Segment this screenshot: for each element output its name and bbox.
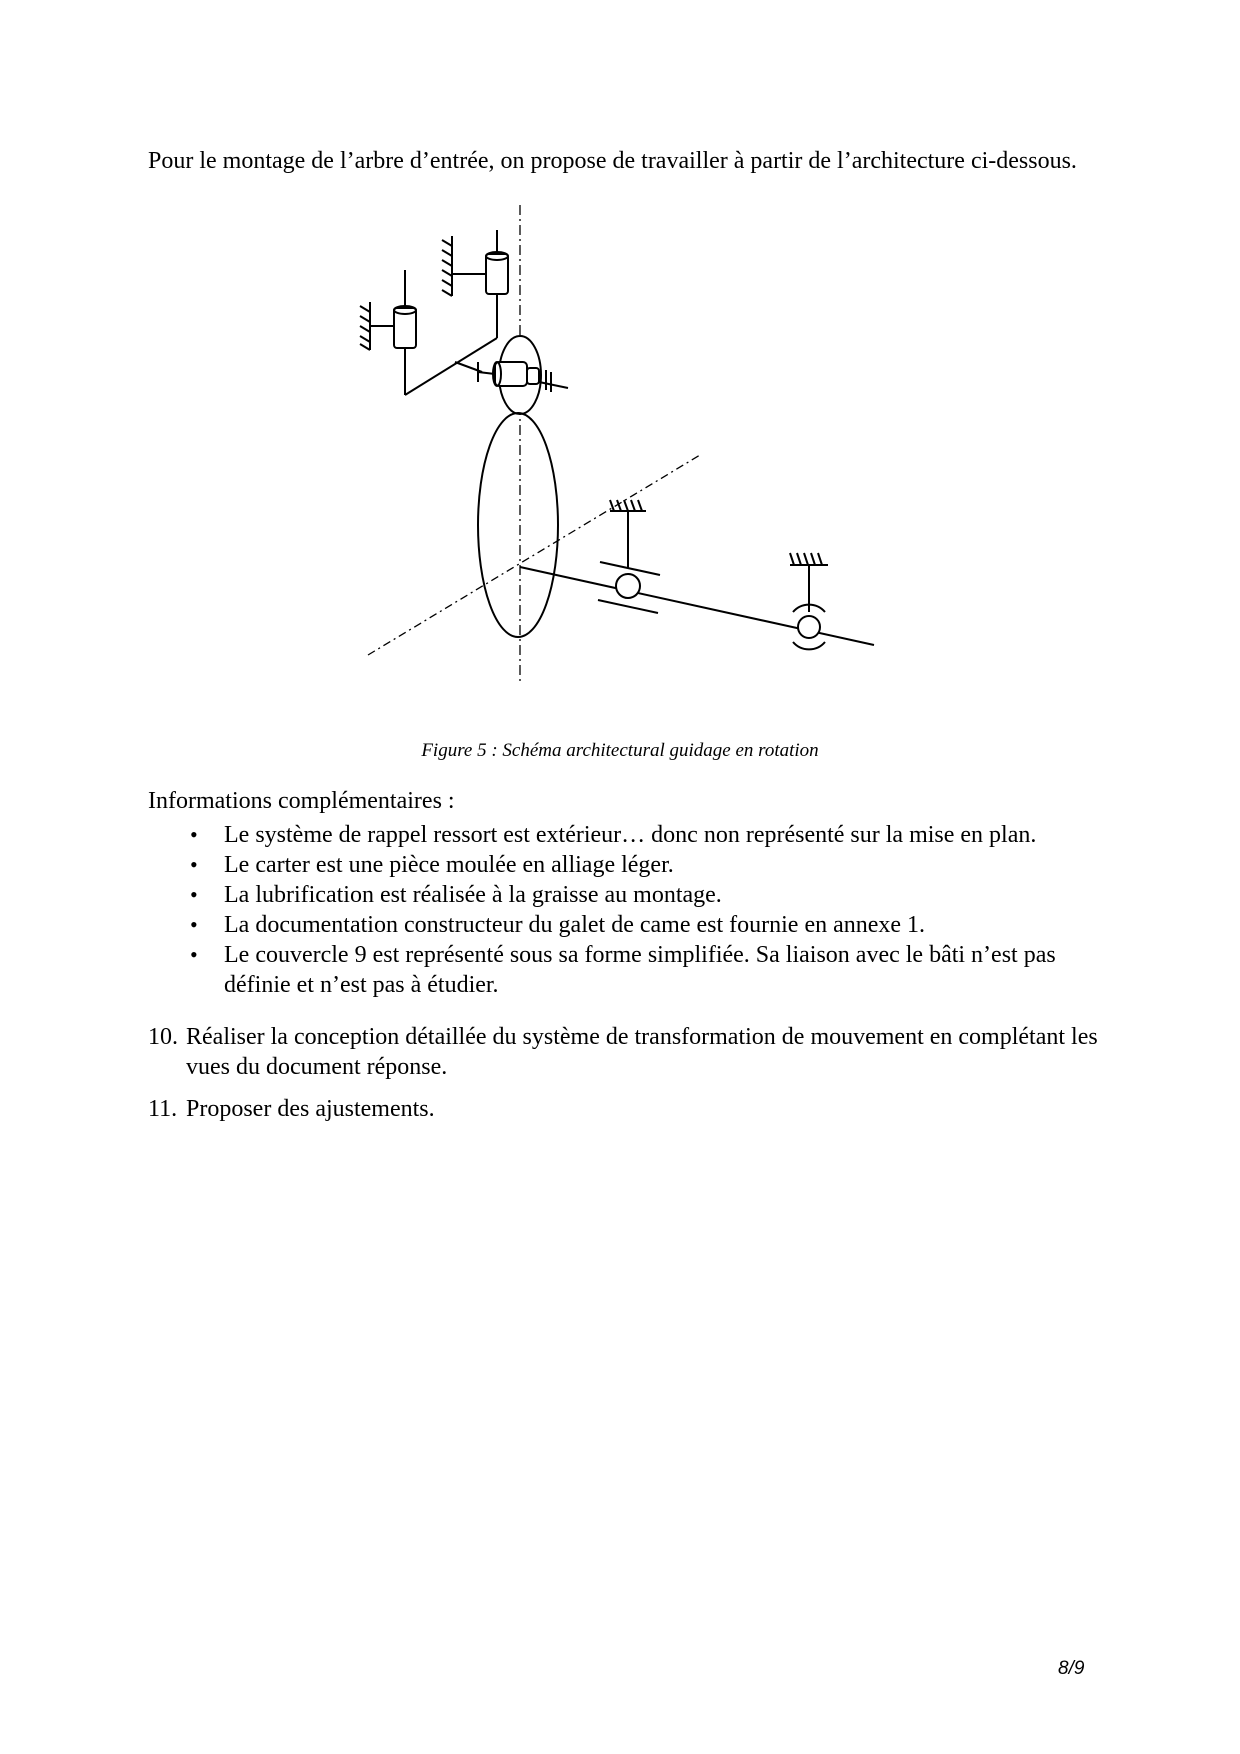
question-item [148, 1022, 1108, 1082]
list-item: • Le carter est une pièce moulée en alliage léger. [190, 852, 674, 878]
bullet-icon: • [190, 852, 198, 877]
question-text: Réaliser la conception détaillée du système de transformation de mouvement en complétant les vues du document réponse. [186, 1024, 1098, 1080]
cam-disc [478, 413, 558, 637]
bullet-icon: • [190, 942, 198, 967]
question-text: Proposer des ajustements. [186, 1096, 435, 1122]
ground-symbol-right [790, 553, 828, 612]
list-item: • La lubrification est réalisée à la graisse au montage. [190, 882, 722, 908]
ground-symbol-left [360, 302, 370, 350]
intro-paragraph: Pour le montage de l’arbre d’entrée, on propose de travailler à partir de l’architecture ci-dessous. [148, 148, 1077, 174]
info-list [148, 820, 1108, 1000]
questions-list [148, 1022, 1108, 1136]
bearing-joint-1 [598, 562, 660, 613]
question-number: 11. [148, 1096, 178, 1122]
cylinder-joint-left [370, 270, 416, 395]
figure-caption: Figure 5 : Schéma architectural guidage en rotation [421, 740, 819, 761]
main-shaft [520, 567, 874, 645]
question-number: 10. [148, 1024, 178, 1050]
cylinder-joint-top [452, 230, 508, 338]
bullet-icon: • [190, 882, 198, 907]
bullet-icon: • [190, 912, 198, 937]
oblique-axis [368, 455, 700, 655]
list-item: • Le système de rappel ressort est extérieur… donc non représenté sur la mise en plan. [190, 822, 1037, 848]
page-number: 8/9 [1058, 1658, 1085, 1679]
ground-symbol-top [442, 236, 452, 296]
list-item: • La documentation constructeur du galet de came est fournie en annexe 1. [190, 912, 926, 938]
bullet-icon: • [190, 822, 198, 847]
info-title: Informations complémentaires : [148, 788, 455, 814]
question-item [148, 1094, 1108, 1124]
list-item: • Le couvercle 9 est représenté sous sa forme simplifiée. Sa liaison avec le bâti n’est pas définie et n’est pas à étudier. [190, 942, 1056, 998]
architectural-diagram [0, 200, 1240, 700]
ground-symbol-mid [610, 500, 646, 568]
